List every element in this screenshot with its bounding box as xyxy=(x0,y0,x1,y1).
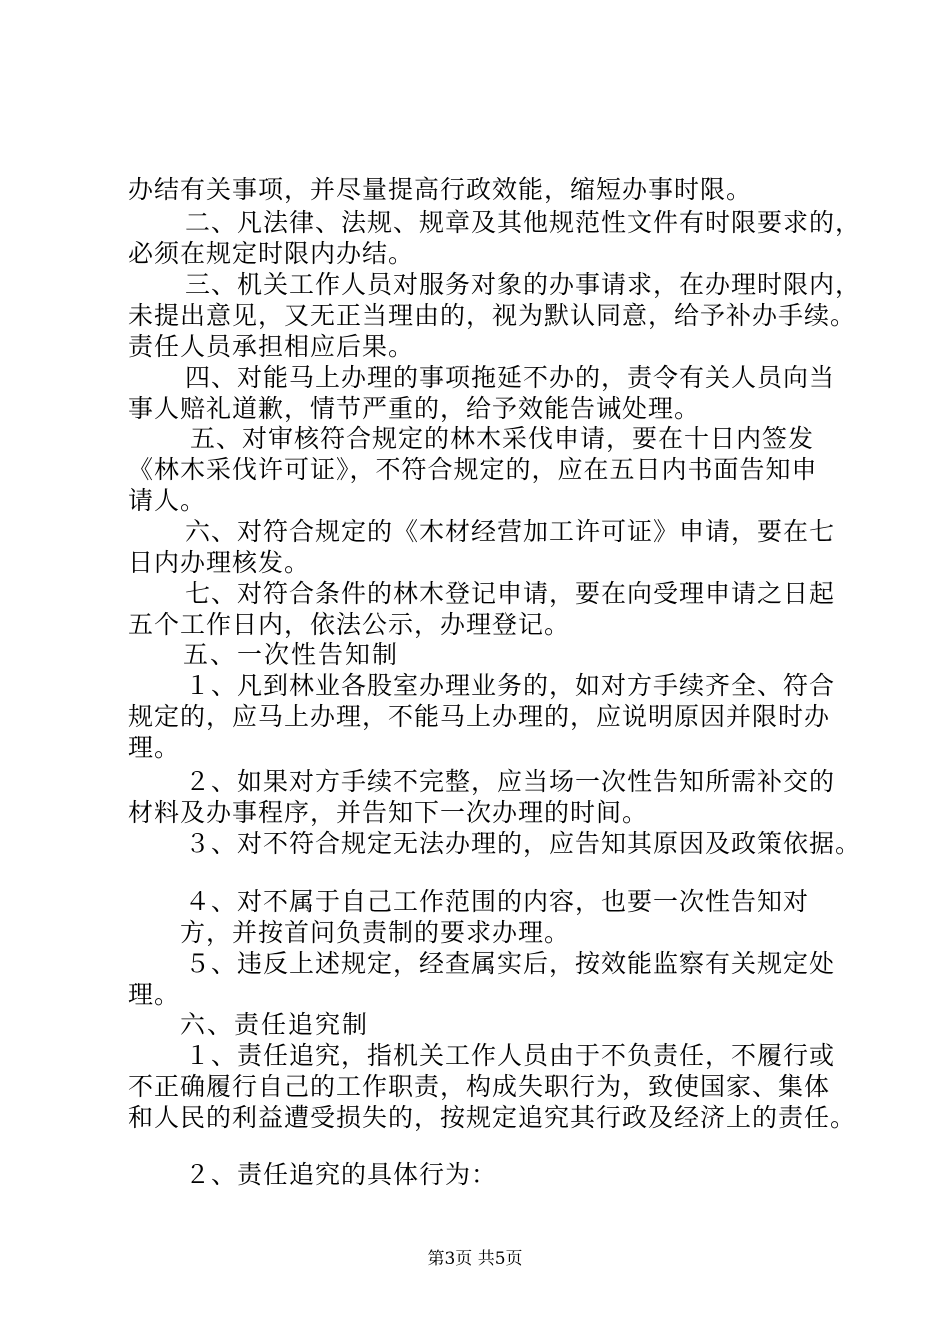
text-line: 责任人员承担相应后果。 xyxy=(128,332,415,361)
text-line: 四、对能马上办理的事项拖延不办的，责令有关人员向当 xyxy=(185,363,836,392)
section-heading: 五、一次性告知制 xyxy=(183,640,400,669)
text-line: 规定的，应马上办理，不能马上办理的，应说明原因并限时办 xyxy=(128,702,831,731)
text-line: 未提出意见，又无正当理由的，视为默认同意，给予补办手续。 xyxy=(128,301,857,330)
text-line: 七、对符合条件的林木登记申请，要在向受理申请之日起 xyxy=(185,579,836,608)
text-line: 二、凡法律、法规、规章及其他规范性文件有时限要求的， xyxy=(185,208,862,237)
text-line: 六、对符合规定的《木材经营加工许可证》申请，要在七 xyxy=(185,517,836,546)
text-line: １、责任追究，指机关工作人员由于不负责任，不履行或 xyxy=(185,1041,836,1070)
text-line: １、凡到林业各股室办理业务的，如对方手续齐全、符合 xyxy=(185,671,836,700)
text-line: 方，并按首问负责制的要求办理。 xyxy=(180,918,571,947)
text-line: 理。 xyxy=(128,733,181,762)
text-line: 三、机关工作人员对服务对象的办事请求，在办理时限内， xyxy=(185,270,862,299)
text-line: 事人赔礼道歉，情节严重的，给予效能告诫处理。 xyxy=(128,394,701,423)
text-line: ２、如果对方手续不完整，应当场一次性告知所需补交的 xyxy=(185,767,836,796)
text-line: 和人民的利益遭受损失的，按规定追究其行政及经济上的责任。 xyxy=(128,1103,857,1132)
text-line: 《林木采伐许可证》，不符合规定的，应在五日内书面告知申 xyxy=(128,455,818,484)
page-footer: 第3页 共5页 xyxy=(427,1249,523,1269)
text-line: 必须在规定时限内办结。 xyxy=(128,239,415,268)
text-line: 办结有关事项，并尽量提高行政效能，缩短办事时限。 xyxy=(128,175,753,204)
text-line: 材料及办事程序，并告知下一次办理的时间。 xyxy=(128,798,649,827)
text-line: 不正确履行自己的工作职责，构成失职行为，致使国家、集体 xyxy=(128,1072,831,1101)
text-line: 五、对审核符合规定的林木采伐申请，要在十日内签发 xyxy=(190,424,815,453)
text-line: 五个工作日内，依法公示，办理登记。 xyxy=(128,610,571,639)
text-line: ２、责任追究的具体行为： xyxy=(185,1160,498,1189)
text-line: ５、违反上述规定，经查属实后，按效能监察有关规定处 xyxy=(185,949,836,978)
text-line: 日内办理核发。 xyxy=(128,548,311,577)
text-line: 请人。 xyxy=(128,486,207,515)
text-line: 理。 xyxy=(128,980,181,1009)
text-line: ３、对不符合规定无法办理的，应告知其原因及政策依据。 xyxy=(185,829,862,858)
section-heading: 六、责任追究制 xyxy=(180,1010,370,1039)
text-line: ４、对不属于自己工作范围的内容，也要一次性告知对 xyxy=(185,887,810,916)
